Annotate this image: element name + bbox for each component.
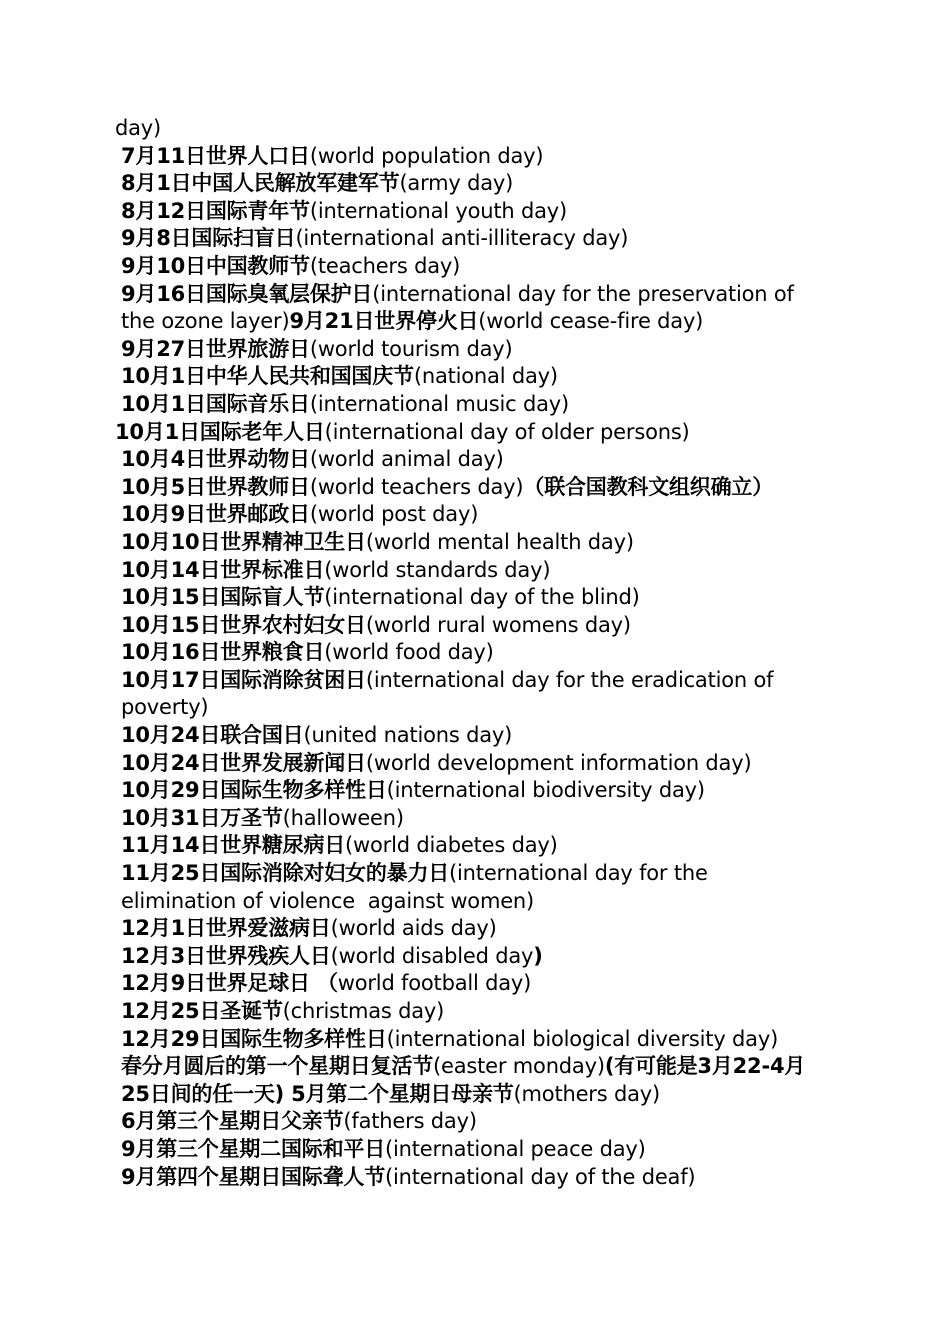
holiday-english-name: (christmas day) — [282, 999, 445, 1023]
holiday-date-name: 10月15日世界农村妇女日 — [121, 612, 366, 637]
holiday-entry — [115, 612, 825, 640]
holiday-date-name: 10月1日中华人民共和国国庆节 — [121, 364, 414, 389]
holiday-entry — [115, 170, 825, 198]
holiday-entry — [115, 225, 825, 253]
holiday-english-name: (international day of older persons) — [324, 419, 690, 444]
holiday-entry — [115, 198, 825, 226]
holiday-english-name: (world population day) — [309, 143, 544, 168]
holiday-english-name: (united nations day) — [303, 723, 513, 748]
holiday-date-name: 10月10日世界精神卫生日 — [121, 529, 366, 554]
holiday-english-name: (international day for the eradication of poverty) — [121, 667, 780, 720]
holiday-english-name: (international youth day) — [309, 198, 568, 223]
holiday-date-name: 10月15日国际盲人节 — [121, 585, 325, 610]
holiday-english-name: (world disabled day — [330, 943, 534, 968]
holiday-english-name: (world diabetes day) — [345, 833, 558, 858]
holiday-english-name: (world post day) — [309, 502, 479, 527]
holiday-english-name: (world teachers day) — [309, 474, 524, 499]
holiday-entry — [115, 722, 825, 750]
holiday-date-name: 6月第三个星期日父亲节 — [121, 1109, 344, 1134]
holiday-date-name: 春分月圆后的第一个星期日复活节 — [121, 1054, 433, 1079]
holiday-entry — [115, 391, 825, 419]
holiday-date-name: 10月5日世界教师日 — [121, 474, 310, 499]
holiday-date-name: 11月25日国际消除对妇女的暴力日 — [121, 861, 450, 886]
holiday-date-name: 9月第四个星期日国际聋人节 — [121, 1164, 386, 1189]
holiday-date-name: 10月4日世界动物日 — [121, 447, 310, 472]
holiday-date-name: 7月11日世界人口日 — [121, 143, 310, 168]
holiday-english-name: (teachers day) — [309, 253, 461, 278]
holiday-entry — [115, 1026, 825, 1054]
holiday-entry — [115, 281, 825, 336]
holiday-entry — [115, 446, 825, 474]
holiday-english-name: (world food day) — [324, 640, 494, 665]
holiday-date-name: 12月29日国际生物多样性日 — [121, 1026, 387, 1051]
holiday-entry — [115, 529, 825, 557]
holiday-entry — [115, 860, 825, 915]
holiday-extra-chinese: 9月21日世界停火日 — [289, 309, 479, 334]
holiday-english-name: (international biological diversity day) — [386, 1026, 779, 1051]
holiday-date-name: 12月9日世界足球日 （ — [121, 971, 338, 996]
holiday-english-name: (international music day) — [309, 391, 569, 416]
holiday-date-name: 10月29日国际生物多样性日 — [121, 778, 387, 803]
holiday-extra-chinese: （联合国教科文组织确立） — [523, 474, 774, 499]
holiday-entry — [115, 943, 825, 971]
holiday-entry — [115, 557, 825, 585]
holiday-entry — [115, 584, 825, 612]
holiday-english-name: (easter monday) — [433, 1054, 605, 1079]
holiday-date-name: 10月1日国际老年人日 — [115, 419, 325, 444]
holiday-date-name: 10月31日万圣节 — [121, 805, 283, 830]
holiday-english-name: (world rural womens day) — [365, 612, 631, 637]
holiday-english-name: (national day) — [413, 364, 558, 389]
holiday-entry — [115, 115, 825, 143]
holiday-entry — [115, 474, 825, 502]
holiday-list — [115, 115, 825, 1191]
holiday-extra-english: (mothers day) — [513, 1081, 660, 1106]
document-page — [115, 115, 825, 1191]
holiday-date-name: 10月1日国际音乐日 — [121, 391, 310, 416]
holiday-entry — [115, 777, 825, 805]
holiday-english-name: (international day for the preservation of the ozone layer) — [121, 281, 801, 334]
holiday-english-name: (world tourism day) — [309, 336, 513, 361]
holiday-entry — [115, 805, 825, 833]
holiday-entry — [115, 1164, 825, 1192]
holiday-english-name: (world development information day) — [365, 750, 752, 775]
holiday-entry — [115, 639, 825, 667]
holiday-date-name: 10月9日世界邮政日 — [121, 502, 310, 527]
holiday-english-name: (world mental health day) — [365, 529, 634, 554]
holiday-english-name: (international biodiversity day) — [386, 778, 705, 803]
holiday-date-name: 8月1日中国人民解放军建军节 — [121, 171, 400, 196]
holiday-date-name: 12月1日世界爱滋病日 — [121, 916, 331, 941]
holiday-entry — [115, 1108, 825, 1136]
holiday-entry — [115, 363, 825, 391]
holiday-entry — [115, 1136, 825, 1164]
holiday-entry — [115, 336, 825, 364]
holiday-extra-chinese: (有可能是3月22-4月25日间的任一天) 5月第二个星期日母亲节 — [121, 1054, 806, 1106]
holiday-date-name: 9月16日国际臭氧层保护日 — [121, 281, 373, 306]
holiday-entry — [115, 667, 825, 722]
holiday-date-name: 10月24日联合国日 — [121, 723, 304, 748]
holiday-english-name: (world aids day) — [330, 916, 497, 941]
holiday-entry — [115, 915, 825, 943]
holiday-english-name: (world standards day) — [324, 557, 551, 582]
holiday-entry — [115, 501, 825, 529]
holiday-english-name: (fathers day) — [343, 1109, 477, 1134]
holiday-english-name: (international peace day) — [385, 1136, 646, 1161]
holiday-entry — [115, 998, 825, 1026]
holiday-entry — [115, 143, 825, 171]
holiday-english-name: (international anti-illiteracy day) — [295, 226, 629, 251]
holiday-date-name: 12月25日圣诞节 — [121, 999, 283, 1023]
holiday-date-name: 10月17日国际消除贫困日 — [121, 667, 366, 692]
holiday-english-name: (international day of the deaf) — [385, 1164, 696, 1189]
holiday-english-name: (international day for the elimination of violence against women) — [121, 861, 715, 913]
holiday-entry — [115, 1053, 825, 1108]
holiday-entry — [115, 750, 825, 778]
holiday-date-name: 9月10日中国教师节 — [121, 253, 310, 278]
holiday-extra-chinese: ) — [533, 943, 543, 968]
holiday-entry — [115, 832, 825, 860]
holiday-extra-english: (world cease-fire day) — [478, 309, 704, 334]
holiday-english-name: (world animal day) — [309, 447, 504, 472]
holiday-date-name: 10月24日世界发展新闻日 — [121, 750, 366, 775]
holiday-date-name: 9月8日国际扫盲日 — [121, 226, 296, 251]
holiday-entry — [115, 253, 825, 281]
holiday-date-name: 9月27日世界旅游日 — [121, 336, 310, 361]
holiday-english-name: day) — [115, 116, 162, 140]
holiday-english-name: world football day) — [337, 971, 532, 996]
holiday-english-name: (halloween) — [282, 805, 404, 830]
holiday-date-name: 11月14日世界糖尿病日 — [121, 833, 346, 858]
holiday-date-name: 12月3日世界残疾人日 — [121, 943, 331, 968]
holiday-english-name: (international day of the blind) — [324, 585, 640, 610]
holiday-date-name: 10月16日世界粮食日 — [121, 640, 325, 665]
holiday-date-name: 8月12日国际青年节 — [121, 198, 310, 223]
holiday-entry — [115, 419, 825, 447]
holiday-entry — [115, 970, 825, 998]
holiday-english-name: (army day) — [399, 171, 514, 196]
holiday-date-name: 9月第三个星期二国际和平日 — [121, 1136, 386, 1161]
holiday-date-name: 10月14日世界标准日 — [121, 557, 325, 582]
